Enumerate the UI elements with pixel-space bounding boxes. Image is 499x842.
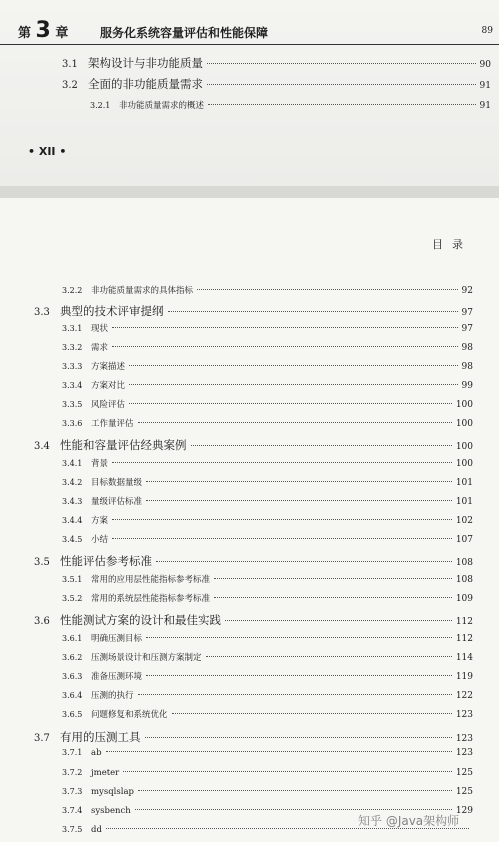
toc-row xyxy=(62,689,473,701)
toc-number: 3.7.4 xyxy=(62,806,83,815)
toc-row xyxy=(62,398,473,410)
toc-row xyxy=(34,612,473,628)
toc-page: 90 xyxy=(479,60,491,70)
toc-number: 3.6.5 xyxy=(62,710,83,719)
chapter-page-number: 89 xyxy=(481,26,493,36)
toc-page: 91 xyxy=(479,81,491,91)
page-gap xyxy=(0,186,499,198)
toc-page: 112 xyxy=(455,617,473,627)
toc-title: mysqlslap xyxy=(91,787,134,797)
toc-leader xyxy=(123,770,452,772)
toc-leader xyxy=(112,461,452,463)
toc-number: 3.4.3 xyxy=(62,497,83,506)
toc-page: 100 xyxy=(455,459,473,469)
toc-row xyxy=(34,437,473,453)
toc-page: 97 xyxy=(461,324,473,334)
toc-number: 3.2.2 xyxy=(62,286,83,295)
toc-number: 3.6.3 xyxy=(62,672,83,681)
toc-page: 100 xyxy=(455,442,473,452)
toc-leader xyxy=(129,383,458,385)
toc-page: 102 xyxy=(455,516,473,526)
chapter-label xyxy=(18,18,69,43)
toc-title: 全面的非功能质量需求 xyxy=(88,77,203,91)
toc-leader xyxy=(197,288,458,290)
toc-number: 3.6.1 xyxy=(62,634,83,643)
toc-leader xyxy=(207,83,476,85)
toc-row xyxy=(62,284,473,296)
toc-page: 114 xyxy=(455,653,473,663)
toc-leader xyxy=(156,560,452,562)
toc-leader xyxy=(112,345,458,347)
toc-number: 3.5 xyxy=(34,557,50,568)
toc-title: 常用的应用层性能指标参考标准 xyxy=(91,575,211,585)
chapter-word-di: 第 xyxy=(18,26,32,41)
toc-number: 3.4.2 xyxy=(62,478,83,487)
toc-page: 122 xyxy=(455,691,473,701)
toc-title: 压测的执行 xyxy=(91,691,134,701)
toc-page: 123 xyxy=(455,734,473,744)
toc-title: 工作量评估 xyxy=(91,419,134,429)
toc-title: 典型的技术评审提纲 xyxy=(60,304,164,318)
toc-number: 3.4.5 xyxy=(62,535,83,544)
toc-page: 100 xyxy=(455,419,473,429)
toc-leader xyxy=(207,62,476,64)
toc-page: 99 xyxy=(461,381,473,391)
toc-number: 3.3.6 xyxy=(62,419,83,428)
toc-number: 3.3.1 xyxy=(62,324,83,333)
toc-page: 112 xyxy=(455,634,473,644)
toc-title: ab xyxy=(91,748,102,758)
toc-page: 108 xyxy=(455,575,473,585)
toc-row xyxy=(62,768,473,778)
toc-number: 3.6 xyxy=(34,616,50,627)
toc-title: 非功能质量需求的概述 xyxy=(119,101,205,111)
toc-row xyxy=(62,573,473,585)
toc-row xyxy=(62,708,473,720)
toc-leader xyxy=(172,712,452,714)
toc-number: 3.5.2 xyxy=(62,594,83,603)
toc-leader xyxy=(138,789,452,791)
toc-leader xyxy=(191,444,452,446)
toc-title: 量级评估标准 xyxy=(91,497,143,507)
toc-leader xyxy=(208,103,476,105)
toc-number: 3.5.1 xyxy=(62,575,83,584)
toc-row xyxy=(62,457,473,469)
toc-number: 3.7.2 xyxy=(62,768,83,777)
toc-leader xyxy=(129,402,452,404)
toc-number: 3.3.3 xyxy=(62,362,83,371)
toc-page: 107 xyxy=(455,535,473,545)
toc-row xyxy=(62,55,491,71)
toc-leader xyxy=(112,518,452,520)
toc-row xyxy=(34,303,473,319)
toc-page: 125 xyxy=(455,787,473,797)
toc-leader xyxy=(214,577,452,579)
toc-number: 3.7.3 xyxy=(62,787,83,796)
toc-row xyxy=(62,495,473,507)
toc-title: 有用的压测工具 xyxy=(60,730,141,744)
toc-page: 108 xyxy=(455,558,473,568)
toc-page: 101 xyxy=(455,497,473,507)
toc-number: 3.2.1 xyxy=(90,101,111,110)
toc-page: 125 xyxy=(455,768,473,778)
toc-page: 129 xyxy=(455,806,473,816)
toc-leader xyxy=(146,499,452,501)
toc-page: 98 xyxy=(461,343,473,353)
toc-row xyxy=(62,651,473,663)
toc-page: 101 xyxy=(455,478,473,488)
toc-title: 风险评估 xyxy=(91,400,126,410)
toc-number: 3.4.4 xyxy=(62,516,83,525)
toc-leader xyxy=(129,364,458,366)
toc-number: 3.3.2 xyxy=(62,343,83,352)
chapter-number: 3 xyxy=(35,18,51,43)
page-header-contents: 目录 xyxy=(432,238,472,251)
toc-leader xyxy=(135,808,452,810)
toc-leader xyxy=(146,480,452,482)
header-rule xyxy=(0,44,499,45)
toc-number: 3.7 xyxy=(34,733,50,744)
toc-leader xyxy=(214,596,452,598)
toc-title: 性能评估参考标准 xyxy=(60,554,152,568)
toc-row xyxy=(62,360,473,372)
toc-leader xyxy=(146,674,452,676)
toc-leader xyxy=(225,619,452,621)
toc-leader xyxy=(206,655,452,657)
toc-row xyxy=(62,787,473,797)
watermark: 知乎 @Java架构师 xyxy=(358,814,460,828)
toc-row xyxy=(34,729,473,745)
toc-row xyxy=(90,99,491,111)
toc-page: 119 xyxy=(455,672,473,682)
toc-leader xyxy=(112,326,458,328)
toc-title: 性能测试方案的设计和最佳实践 xyxy=(60,613,221,627)
toc-row xyxy=(62,76,491,92)
toc-row xyxy=(62,322,473,334)
toc-page: 123 xyxy=(455,748,473,758)
toc-row xyxy=(62,670,473,682)
toc-number: 3.3 xyxy=(34,307,50,318)
toc-leader xyxy=(146,636,452,638)
toc-number: 3.3.4 xyxy=(62,381,83,390)
toc-title: 非功能质量需求的具体指标 xyxy=(91,286,194,296)
toc-title: 准备压测环境 xyxy=(91,672,143,682)
toc-row xyxy=(62,417,473,429)
toc-leader xyxy=(106,750,452,752)
toc-row xyxy=(62,592,473,604)
toc-title: 问题修复和系统优化 xyxy=(91,710,168,720)
toc-leader xyxy=(145,736,452,738)
toc-title: 方案对比 xyxy=(91,381,126,391)
toc-title: 小结 xyxy=(91,535,109,545)
toc-title: 现状 xyxy=(91,324,109,334)
toc-row xyxy=(62,632,473,644)
toc-title: dd xyxy=(91,825,102,835)
toc-row xyxy=(62,533,473,545)
toc-title: sysbench xyxy=(91,806,131,816)
toc-leader xyxy=(168,310,458,312)
toc-title: jmeter xyxy=(91,768,120,778)
toc-row xyxy=(62,514,473,526)
toc-leader xyxy=(138,421,452,423)
toc-title: 需求 xyxy=(91,343,109,353)
chapter-title: 服务化系统容量评估和性能保障 xyxy=(100,26,269,40)
toc-title: 方案 xyxy=(91,516,109,526)
toc-number: 3.4 xyxy=(34,441,50,452)
toc-leader xyxy=(138,693,452,695)
toc-leader xyxy=(112,537,452,539)
toc-number: 3.4.1 xyxy=(62,459,83,468)
toc-page: 123 xyxy=(455,710,473,720)
toc-number: 3.2 xyxy=(62,80,78,91)
toc-row xyxy=(62,476,473,488)
toc-title: 方案描述 xyxy=(91,362,126,372)
toc-row xyxy=(62,341,473,353)
toc-title: 架构设计与非功能质量 xyxy=(88,56,203,70)
toc-page: 109 xyxy=(455,594,473,604)
toc-page: 92 xyxy=(461,286,473,296)
toc-title: 明确压测目标 xyxy=(91,634,143,644)
top-book-page xyxy=(0,0,499,186)
toc-number: 3.6.4 xyxy=(62,691,83,700)
toc-title: 目标数据量级 xyxy=(91,478,143,488)
toc-title: 背景 xyxy=(91,459,109,469)
toc-page: 100 xyxy=(455,400,473,410)
toc-page: 91 xyxy=(479,101,491,111)
toc-title: 压测场景设计和压测方案制定 xyxy=(91,653,202,663)
page-marker: • XII • xyxy=(28,145,67,158)
toc-number: 3.6.2 xyxy=(62,653,83,662)
toc-number: 3.3.5 xyxy=(62,400,83,409)
toc-row xyxy=(62,379,473,391)
toc-number: 3.7.1 xyxy=(62,748,83,757)
toc-page: 97 xyxy=(461,308,473,318)
toc-row xyxy=(34,553,473,569)
toc-title: 性能和容量评估经典案例 xyxy=(60,438,187,452)
toc-number: 3.7.5 xyxy=(62,825,83,834)
toc-page: 98 xyxy=(461,362,473,372)
toc-row xyxy=(62,748,473,758)
toc-number: 3.1 xyxy=(62,59,78,70)
chapter-word-zhang: 章 xyxy=(55,26,69,41)
chapter-header xyxy=(0,18,499,44)
toc-title: 常用的系统层性能指标参考标准 xyxy=(91,594,211,604)
